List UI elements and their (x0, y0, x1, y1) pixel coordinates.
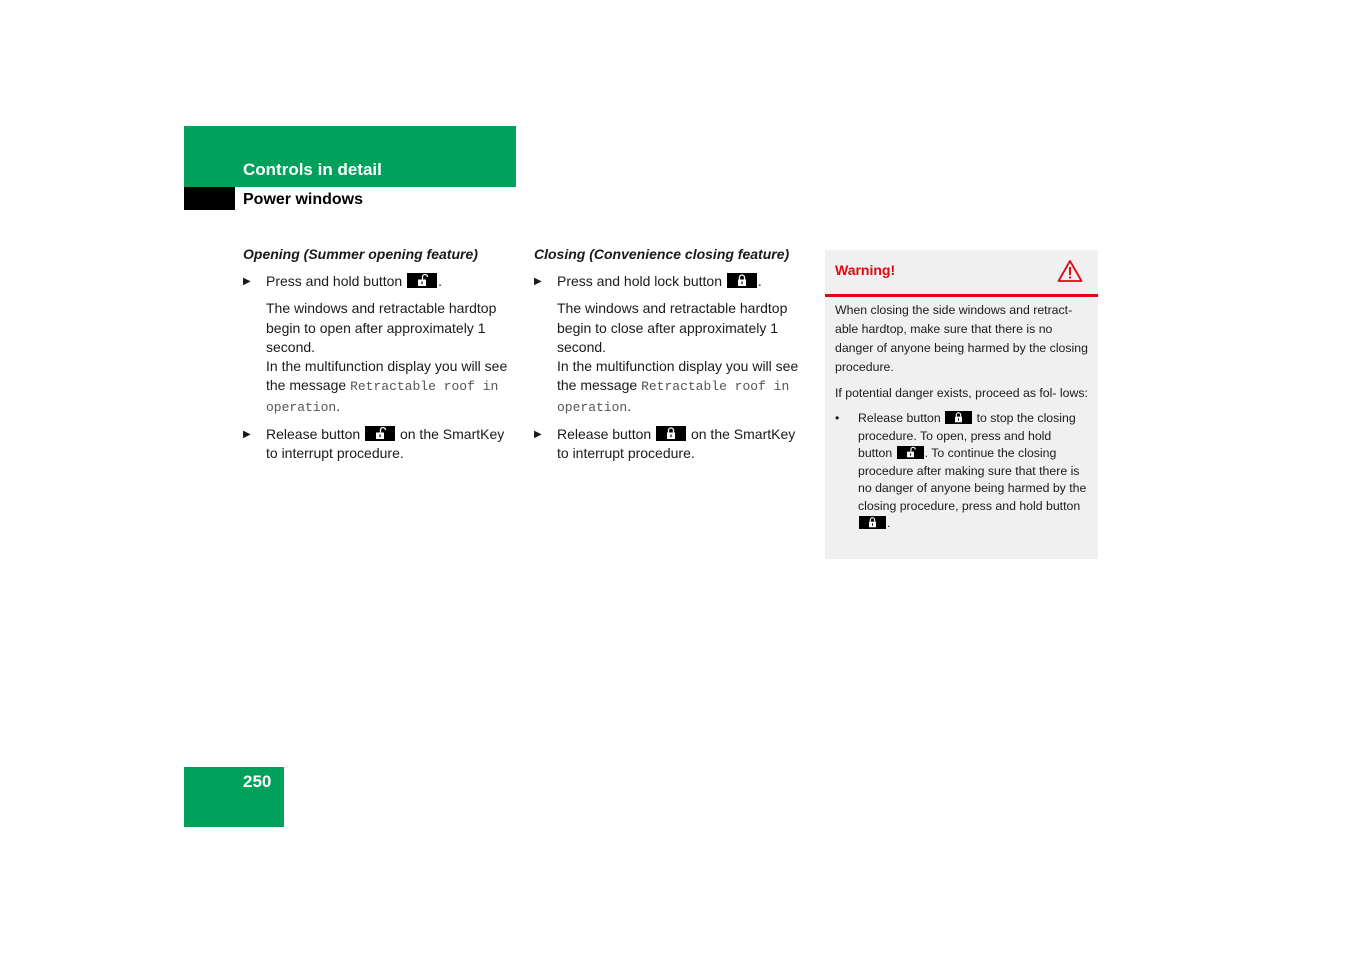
closing-result: The windows and retractable hardtop begin to close after approximately 1 second. In the multifunction display you will see the message Retractable roof in operation. (557, 300, 799, 415)
lock-icon (727, 273, 757, 288)
opening-result: The windows and retractable hardtop begin to open after approximately 1 second. In the multifunction display you will see the message Retractable roof in operation. (266, 300, 508, 415)
closing-section (534, 245, 806, 472)
opening-section (243, 245, 515, 472)
section-title: Controls in detail (243, 160, 382, 179)
bullet-arrow-icon: ▶ (243, 429, 251, 441)
bullet-arrow-icon: ▶ (534, 276, 542, 287)
display-message: Retractable roof in operation (266, 379, 499, 415)
page-subtitle: Power windows (243, 191, 364, 208)
closing-step-release: ▶ Release button on the SmartKey to interrupt procedure. (534, 426, 796, 462)
closing-heading: Closing (Convenience closing feature) (534, 246, 790, 262)
bullet-arrow-icon: ▶ (243, 276, 251, 287)
page-number: 250 (243, 772, 272, 791)
lock-icon (656, 426, 686, 441)
lock-icon (945, 411, 972, 424)
lock-icon (859, 516, 886, 529)
header-tab (184, 187, 235, 210)
closing-step-text: Press and hold lock button (557, 273, 722, 289)
bullet-dot-icon: • (835, 411, 840, 425)
warning-label: Warning! (835, 262, 896, 278)
unlock-icon (897, 446, 924, 459)
unlock-icon (407, 273, 437, 288)
closing-step-press: ▶ Press and hold lock button . (534, 273, 762, 289)
warning-paragraph: If potential danger exists, proceed as fol- lows: (835, 386, 1088, 400)
warning-bullet: • Release button to stop the closing procedure. To open, press and hold button . To continue the closing procedure after making sure that there is no danger of anyone being harmed by the closing procedure, press and hold button . (835, 411, 1087, 530)
unlock-icon (365, 426, 395, 441)
display-message: Retractable roof in operation (557, 379, 790, 415)
opening-step-text: Press and hold button (266, 273, 403, 289)
warning-triangle-icon (1057, 259, 1083, 283)
opening-heading: Opening (Summer opening feature) (243, 246, 478, 262)
bullet-arrow-icon: ▶ (534, 429, 542, 441)
warning-paragraph: When closing the side windows and retract- able hardtop, make sure that there is no danger of anyone being harmed by the closing procedure. (835, 303, 1088, 374)
warning-header (825, 250, 1098, 297)
opening-step-press: ▶ Press and hold button . (243, 273, 442, 289)
warning-box (825, 250, 1098, 559)
warning-body (825, 297, 1098, 533)
opening-step-release: ▶ Release button on the SmartKey to interrupt procedure. (243, 426, 505, 462)
